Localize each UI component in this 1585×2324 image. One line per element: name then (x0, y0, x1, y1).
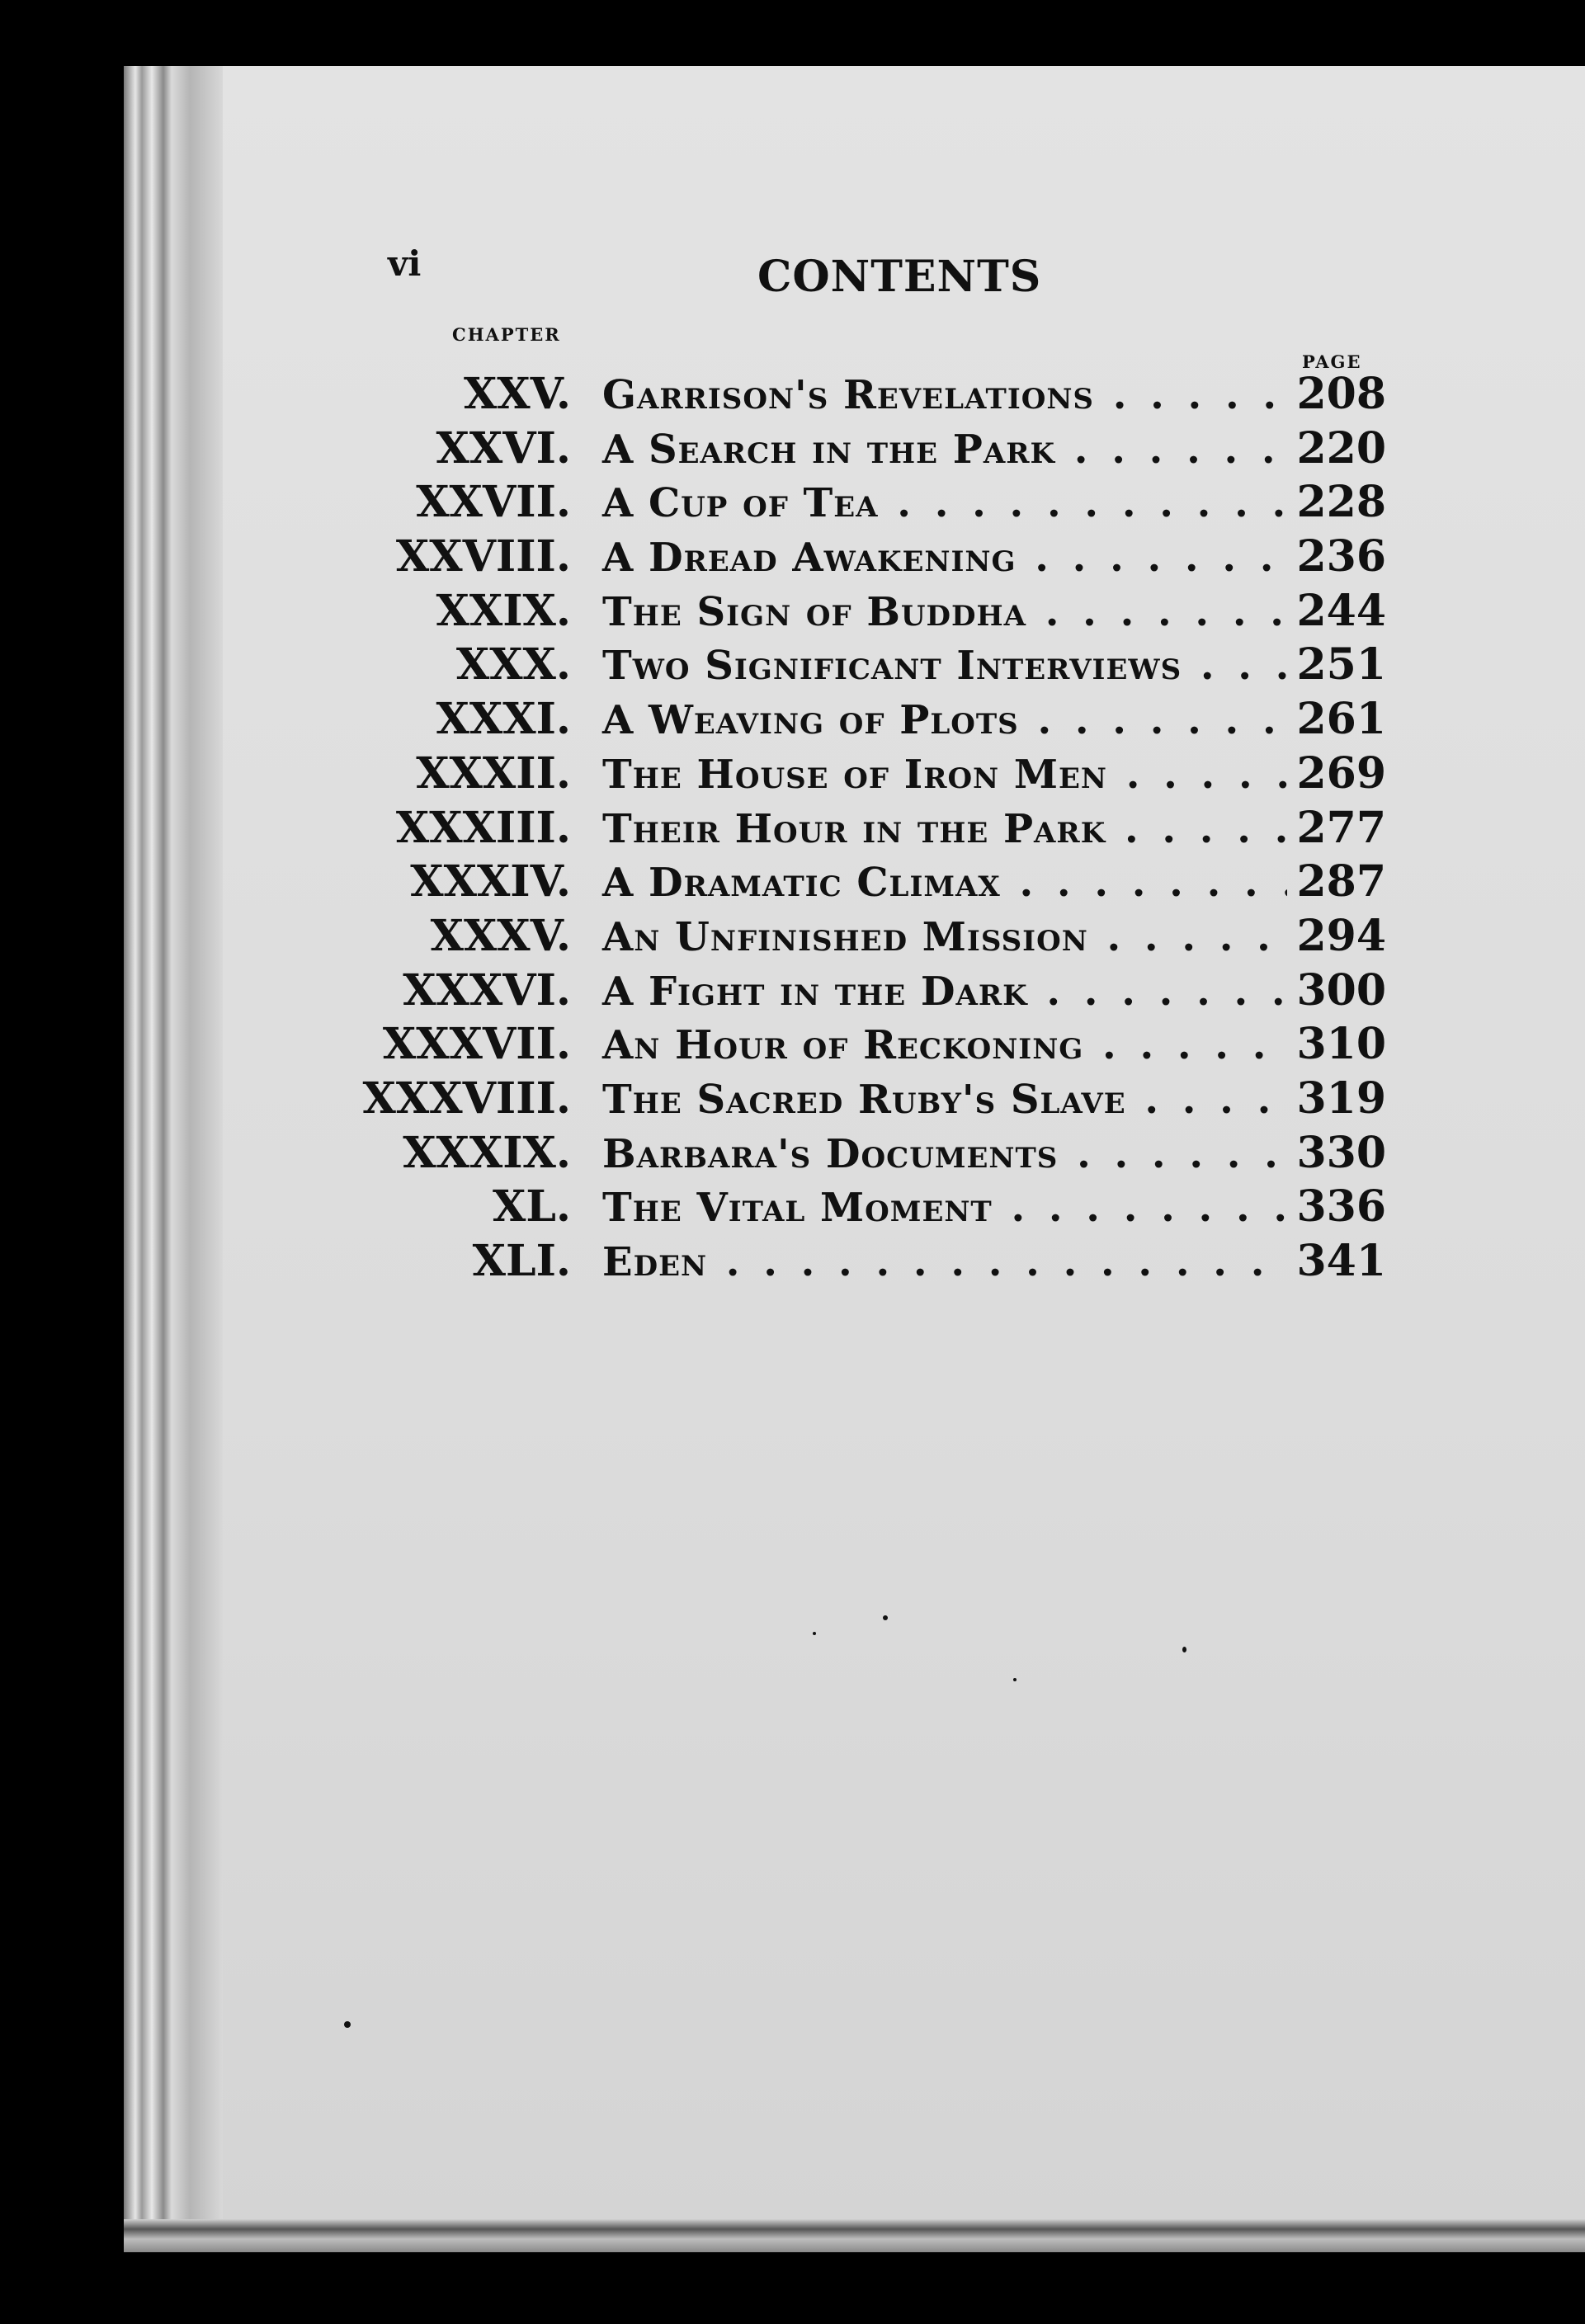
page-number: 244 (1296, 585, 1386, 636)
page-heading: CONTENTS (757, 252, 1042, 302)
chapter-title: Garrison's Revelations . . (594, 369, 1287, 423)
toc-entry (347, 801, 1386, 856)
page-number: 236 (1296, 531, 1386, 582)
page-number: 294 (1296, 910, 1386, 961)
page-number: 228 (1296, 477, 1386, 528)
toc-entry (347, 475, 1386, 530)
page-number: 341 (1296, 1236, 1386, 1286)
toc-entry (347, 367, 1386, 422)
toc-entry (347, 422, 1386, 476)
chapter-numeral: XXV. (463, 369, 571, 419)
contents-list (347, 367, 1386, 1289)
chapter-numeral: XXXIX. (403, 1127, 571, 1178)
page-number: 269 (1296, 747, 1386, 799)
chapter-numeral: XLI. (472, 1236, 571, 1286)
toc-entry (347, 964, 1386, 1018)
chapter-numeral: XXXI. (436, 694, 571, 745)
page-number: 310 (1296, 1019, 1386, 1070)
page-number: 287 (1296, 856, 1386, 907)
toc-entry (347, 909, 1386, 964)
toc-entry (347, 1017, 1386, 1072)
toc-entry (347, 692, 1386, 747)
toc-entry (347, 584, 1386, 639)
scan-speck (1182, 1647, 1186, 1652)
chapter-numeral: XL. (492, 1181, 571, 1233)
page-number: 208 (1296, 369, 1386, 419)
chapter-title: A Weaving of Plots . . (594, 694, 1287, 748)
chapter-title: Barbara's Documents . . (594, 1128, 1287, 1182)
toc-entry (347, 1234, 1386, 1289)
chapter-numeral: XXXVIII. (362, 1072, 571, 1124)
chapter-numeral: XXIX. (436, 585, 571, 636)
toc-entry (347, 1072, 1386, 1126)
page-bottom-edge (124, 2219, 1585, 2252)
chapter-numeral: XXVIII. (395, 531, 571, 582)
chapter-title: A Dramatic Climax . . (594, 856, 1287, 911)
chapter-numeral: XXXIII. (395, 802, 571, 853)
chapter-title: An Hour of Reckoning . . (594, 1019, 1287, 1073)
chapter-title: A Search in the Park . . (594, 423, 1287, 478)
toc-entry (347, 1126, 1386, 1181)
chapter-numeral: XXXIV. (410, 856, 571, 907)
page-number: 319 (1296, 1072, 1386, 1124)
chapter-title: The House of Iron Men . . (594, 748, 1287, 803)
toc-entry (347, 638, 1386, 692)
chapter-title: Their Hour in the Park . . (594, 803, 1287, 857)
page-number: 220 (1296, 422, 1386, 474)
toc-entry (347, 530, 1386, 584)
chapter-title: Eden . . (594, 1236, 1287, 1290)
scan-speck (813, 1632, 816, 1635)
chapter-title: A Cup of Tea . . (594, 477, 1287, 531)
page-number: 251 (1296, 639, 1386, 691)
chapter-title: Two Significant Interviews . . (594, 639, 1287, 694)
chapter-numeral: XXVII. (416, 477, 571, 528)
chapter-title: An Unfinished Mission . . (594, 911, 1287, 965)
chapter-numeral: XXX. (455, 639, 571, 691)
chapter-numeral: XXXV. (430, 910, 571, 961)
scan-speck (883, 1615, 888, 1620)
page-folio: vi (388, 243, 422, 284)
page-column-label: PAGE (1302, 351, 1362, 372)
chapter-numeral: XXXVI. (403, 964, 571, 1016)
chapter-title: The Vital Moment . . (594, 1181, 1287, 1236)
page-number: 261 (1296, 694, 1386, 745)
chapter-title: The Sacred Ruby's Slave . . (594, 1073, 1287, 1128)
chapter-title: A Fight in the Dark . . (594, 965, 1287, 1020)
page-number: 336 (1296, 1181, 1386, 1233)
toc-entry (347, 855, 1386, 909)
chapter-title: The Sign of Buddha . . (594, 586, 1287, 640)
binding-edge (124, 66, 223, 2252)
chapter-numeral: XXVI. (436, 422, 571, 474)
scan-speck (344, 2021, 351, 2028)
page-number: 277 (1296, 802, 1386, 853)
toc-entry (347, 747, 1386, 801)
page-number: 330 (1296, 1127, 1386, 1178)
chapter-column-label: CHAPTER (452, 324, 561, 345)
chapter-numeral: XXXII. (416, 747, 571, 799)
toc-entry (347, 1180, 1386, 1234)
chapter-title: A Dread Awakening . . (594, 531, 1287, 586)
scan-speck (1013, 1678, 1017, 1681)
chapter-numeral: XXXVII. (382, 1019, 571, 1070)
page-number: 300 (1296, 964, 1386, 1016)
